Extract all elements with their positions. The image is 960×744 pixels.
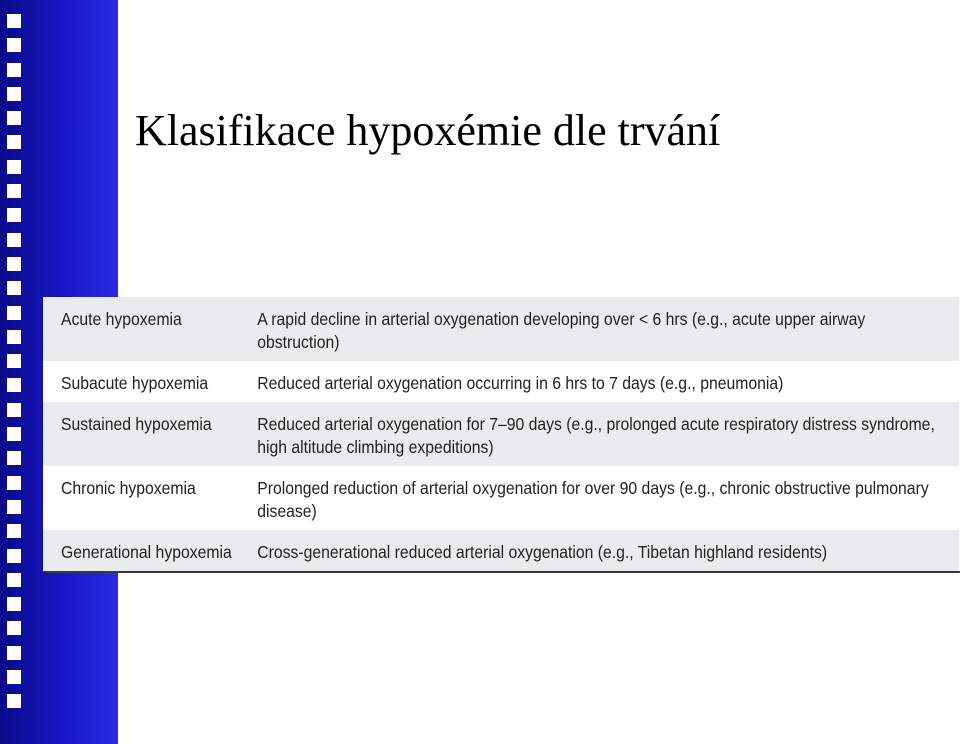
square-bullet-icon: [7, 573, 21, 587]
square-bullet-icon: [7, 38, 21, 52]
square-bullet-icon: [7, 87, 21, 101]
square-bullet-icon: [7, 670, 21, 684]
table-row: [43, 297, 959, 361]
description-cell: Reduced arterial oxygenation occurring in 6 hrs to 7 days (e.g., pneumonia): [246, 361, 959, 402]
table-row: [43, 466, 959, 530]
square-bullet-icon: [7, 549, 21, 563]
description-cell: Cross-generational reduced arterial oxygenation (e.g., Tibetan highland residents): [246, 530, 959, 571]
square-bullet-icon: [7, 184, 21, 198]
square-bullet-icon: [7, 427, 21, 441]
square-bullet-icon: [7, 257, 21, 271]
term-cell: Subacute hypoxemia: [43, 361, 246, 402]
square-bullet-icon: [7, 597, 21, 611]
classification-table: [43, 297, 960, 573]
page-title: Klasifikace hypoxémie dle trvání: [135, 106, 721, 155]
square-bullet-icon: [7, 646, 21, 660]
square-bullet-icon: [7, 500, 21, 514]
description-cell: Reduced arterial oxygenation for 7–90 days (e.g., prolonged acute respiratory distress syndrome, high altitude climbing expeditions): [246, 402, 959, 466]
square-bullet-icon: [7, 14, 21, 28]
square-bullet-icon: [7, 111, 21, 125]
description-cell: A rapid decline in arterial oxygenation developing over < 6 hrs (e.g., acute upper airway obstruction): [246, 297, 959, 361]
table-row: [43, 402, 959, 466]
description-cell: Prolonged reduction of arterial oxygenation for over 90 days (e.g., chronic obstructive pulmonary disease): [246, 466, 959, 530]
square-bullet-column: [7, 14, 27, 719]
square-bullet-icon: [7, 403, 21, 417]
square-bullet-icon: [7, 354, 21, 368]
square-bullet-icon: [7, 330, 21, 344]
term-cell: Acute hypoxemia: [43, 297, 246, 361]
square-bullet-icon: [7, 476, 21, 490]
square-bullet-icon: [7, 378, 21, 392]
square-bullet-icon: [7, 694, 21, 708]
square-bullet-icon: [7, 524, 21, 538]
square-bullet-icon: [7, 451, 21, 465]
square-bullet-icon: [7, 160, 21, 174]
hypoxemia-table: [43, 297, 959, 571]
table-row: [43, 361, 959, 402]
square-bullet-icon: [7, 281, 21, 295]
term-cell: Generational hypoxemia: [43, 530, 246, 571]
square-bullet-icon: [7, 306, 21, 320]
table-row: [43, 530, 959, 571]
square-bullet-icon: [7, 621, 21, 635]
square-bullet-icon: [7, 208, 21, 222]
square-bullet-icon: [7, 233, 21, 247]
square-bullet-icon: [7, 135, 21, 149]
term-cell: Sustained hypoxemia: [43, 402, 246, 466]
square-bullet-icon: [7, 63, 21, 77]
term-cell: Chronic hypoxemia: [43, 466, 246, 530]
